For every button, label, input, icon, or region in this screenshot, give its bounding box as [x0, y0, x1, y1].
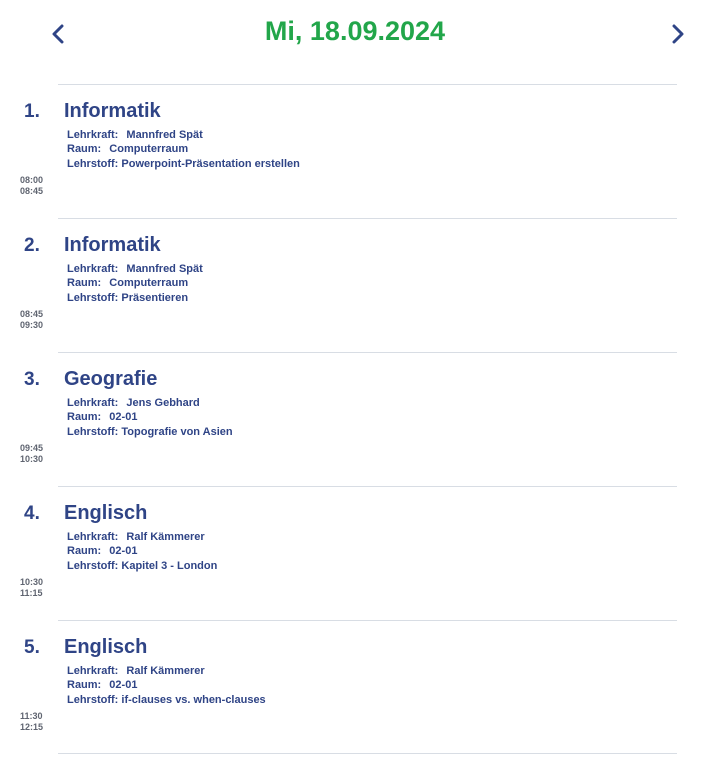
lesson-time — [20, 175, 43, 196]
separator — [58, 352, 677, 353]
chevron-right-icon — [671, 24, 685, 44]
topic-row — [67, 693, 266, 707]
lesson-details — [67, 262, 203, 305]
lesson-details — [67, 530, 217, 573]
teacher-row — [67, 664, 266, 678]
lesson-number: 4. — [24, 503, 40, 524]
start-time: 10:30 — [20, 577, 44, 587]
lesson-subject[interactable]: Geografie — [64, 368, 158, 390]
lesson-item[interactable] — [0, 352, 710, 486]
start-time: 09:45 — [20, 443, 44, 453]
room-row — [67, 410, 233, 424]
end-time: 12:15 — [20, 721, 44, 732]
next-day-button[interactable] — [666, 20, 690, 48]
room-label: Raum: — [67, 411, 102, 424]
room-row — [67, 276, 203, 290]
lesson-item[interactable] — [0, 486, 710, 620]
room-row — [67, 142, 300, 156]
teacher-value: Mannfred Spät — [126, 129, 203, 141]
separator — [58, 218, 677, 219]
end-time: 08:45 — [20, 185, 44, 196]
lesson-details — [67, 128, 300, 171]
teacher-value: Mannfred Spät — [126, 263, 203, 275]
room-value: 02-01 — [109, 411, 138, 424]
teacher-row — [67, 128, 300, 142]
teacher-row — [67, 262, 203, 276]
lesson-time — [20, 577, 43, 598]
topic-label: Lehrstoff: — [67, 157, 119, 170]
end-time: 10:30 — [20, 453, 44, 464]
start-time: 11:30 — [20, 711, 43, 721]
topic-value: Kapitel 3 - London — [121, 559, 218, 572]
lesson-item[interactable] — [0, 84, 710, 218]
room-value: 02-01 — [109, 679, 138, 692]
lesson-time — [20, 711, 43, 732]
start-time: 08:45 — [20, 309, 44, 319]
topic-value: Präsentieren — [121, 291, 189, 304]
lesson-details — [67, 396, 233, 439]
lesson-time — [20, 443, 43, 464]
topic-value: Topografie von Asien — [121, 425, 233, 438]
teacher-label: Lehrkraft: — [67, 263, 119, 275]
end-time: 11:15 — [20, 587, 43, 598]
teacher-label: Lehrkraft: — [67, 129, 119, 141]
room-value: Computerraum — [109, 277, 189, 290]
lesson-time — [20, 309, 43, 330]
room-label: Raum: — [67, 277, 102, 290]
teacher-label: Lehrkraft: — [67, 397, 119, 409]
room-value: 02-01 — [109, 545, 138, 558]
separator — [58, 753, 677, 754]
room-value: Computerraum — [109, 143, 189, 156]
room-label: Raum: — [67, 545, 102, 558]
lesson-item[interactable] — [0, 218, 710, 352]
lesson-number: 1. — [24, 101, 40, 122]
topic-value: if-clauses vs. when-clauses — [121, 693, 266, 706]
teacher-row — [67, 396, 233, 410]
topic-label: Lehrstoff: — [67, 291, 119, 304]
teacher-label: Lehrkraft: — [67, 531, 119, 543]
lesson-subject[interactable]: Englisch — [64, 502, 148, 524]
teacher-value: Ralf Kämmerer — [126, 531, 205, 543]
topic-label: Lehrstoff: — [67, 425, 119, 438]
topic-row — [67, 559, 217, 573]
lesson-details — [67, 664, 266, 707]
room-label: Raum: — [67, 143, 102, 156]
lesson-subject[interactable]: Informatik — [64, 100, 161, 122]
topic-value: Powerpoint-Präsentation erstellen — [121, 157, 300, 170]
lesson-number: 3. — [24, 369, 40, 390]
lesson-item[interactable] — [0, 620, 710, 754]
separator — [58, 620, 677, 621]
topic-label: Lehrstoff: — [67, 559, 119, 572]
teacher-label: Lehrkraft: — [67, 665, 119, 677]
topic-row — [67, 425, 233, 439]
topic-row — [67, 157, 300, 171]
lesson-number: 2. — [24, 235, 40, 256]
room-label: Raum: — [67, 679, 102, 692]
separator — [58, 486, 677, 487]
teacher-value: Ralf Kämmerer — [126, 665, 205, 677]
teacher-row — [67, 530, 217, 544]
start-time: 08:00 — [20, 175, 44, 185]
end-time: 09:30 — [20, 319, 44, 330]
lesson-subject[interactable]: Englisch — [64, 636, 148, 658]
topic-row — [67, 291, 203, 305]
lesson-subject[interactable]: Informatik — [64, 234, 161, 256]
date-title: Mi, 18.09.2024 — [264, 16, 446, 46]
teacher-value: Jens Gebhard — [126, 397, 200, 409]
lesson-number: 5. — [24, 637, 40, 658]
separator — [58, 84, 677, 85]
day-header — [0, 0, 710, 66]
room-row — [67, 544, 217, 558]
lesson-list — [0, 84, 710, 754]
room-row — [67, 678, 266, 692]
topic-label: Lehrstoff: — [67, 693, 119, 706]
